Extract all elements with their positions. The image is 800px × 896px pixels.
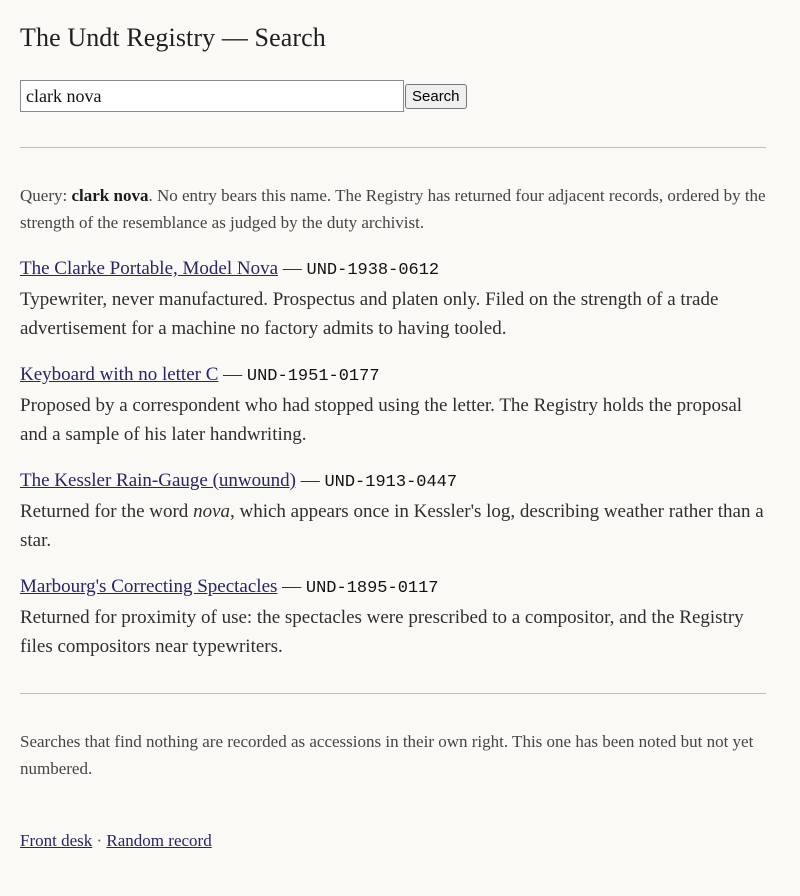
empty-search-note: Searches that find nothing are recorded as accessions in their own right. This one has been noted but not yet numbered. bbox=[20, 732, 754, 778]
accession-code: UND-1895-0117 bbox=[305, 579, 439, 598]
result-link[interactable]: Marbourg's Correcting Spectacles bbox=[20, 576, 278, 597]
footer-separator: · bbox=[92, 831, 107, 850]
description-emphasis: nova bbox=[193, 501, 230, 522]
front-desk-link[interactable]: Front desk bbox=[20, 831, 93, 850]
result-item bbox=[20, 361, 766, 449]
result-separator: — bbox=[218, 364, 247, 385]
result-link[interactable]: Keyboard with no letter C bbox=[20, 364, 219, 385]
summary-text: . No entry bears this name. The Registry has returned four adjacent records, ordered by the strength of the resemblance as judged by the duty archivist. bbox=[20, 186, 766, 232]
result-link[interactable]: The Kessler Rain-Gauge (unwound) bbox=[20, 470, 296, 491]
accession-code: UND-1913-0447 bbox=[324, 473, 458, 492]
accession-code: UND-1938-0612 bbox=[306, 261, 440, 280]
query-term: clark nova bbox=[71, 186, 149, 205]
description-text: Returned for the word bbox=[20, 501, 194, 522]
result-heading bbox=[20, 255, 766, 285]
footer-nav bbox=[20, 829, 212, 853]
search-form bbox=[20, 80, 467, 112]
query-summary bbox=[20, 182, 766, 236]
result-item bbox=[20, 467, 766, 555]
result-description: Typewriter, never manufactured. Prospectus and platen only. Filed on the strength of a trade advertisement for a machine no factory admits to having tooled. bbox=[20, 289, 719, 339]
search-input[interactable] bbox=[20, 80, 404, 112]
result-heading bbox=[20, 467, 766, 497]
random-record-link[interactable]: Random record bbox=[106, 831, 212, 850]
query-label: Query: bbox=[20, 186, 72, 205]
result-separator: — bbox=[277, 576, 306, 597]
page-title: The Undt Registry — Search bbox=[20, 23, 326, 52]
result-heading bbox=[20, 361, 766, 391]
result-item bbox=[20, 255, 766, 343]
results-list bbox=[20, 255, 766, 679]
result-separator: — bbox=[278, 258, 307, 279]
result-description bbox=[20, 497, 766, 555]
accession-code: UND-1951-0177 bbox=[246, 367, 380, 386]
divider bbox=[20, 147, 766, 148]
search-button[interactable]: Search bbox=[405, 84, 467, 109]
result-link[interactable]: The Clarke Portable, Model Nova bbox=[20, 258, 279, 279]
result-separator: — bbox=[295, 470, 325, 491]
result-item bbox=[20, 573, 766, 661]
result-heading bbox=[20, 573, 766, 603]
description-text: , which appears once in Kessler's log, describing weather rather than a star. bbox=[20, 501, 764, 551]
divider bbox=[20, 693, 766, 694]
result-description: Proposed by a correspondent who had stopped using the letter. The Registry holds the proposal and a sample of his later handwriting. bbox=[20, 395, 743, 445]
result-description: Returned for proximity of use: the spectacles were prescribed to a compositor, and the Registry files compositors near typewriters. bbox=[20, 607, 744, 657]
